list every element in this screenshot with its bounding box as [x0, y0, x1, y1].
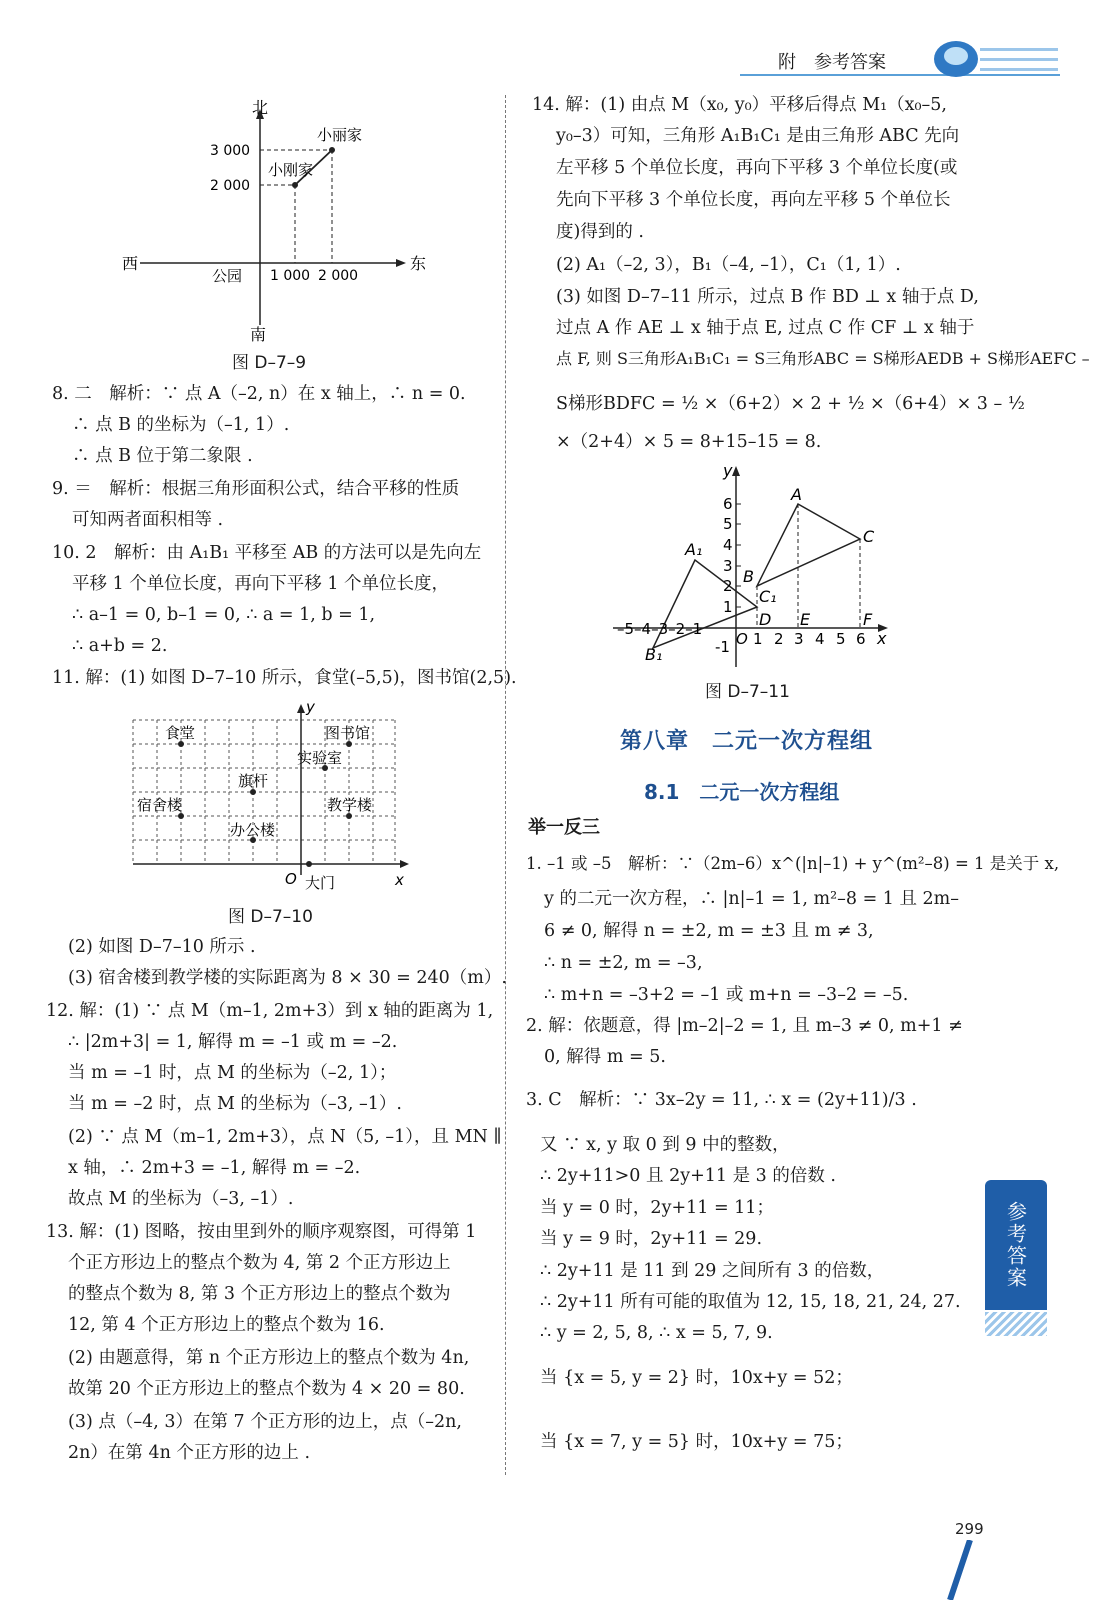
svg-text:–5–4–3–2–1: –5–4–3–2–1: [617, 620, 703, 638]
q13-line6: 故第 20 个正方形边上的整点个数为 4 × 20 = 80.: [68, 1379, 465, 1399]
page-number: 299: [955, 1520, 984, 1538]
svg-text:2: 2: [774, 630, 784, 648]
north-label: 北: [252, 98, 269, 117]
q12-line6: x 轴，∴ 2m+3 = –1, 解得 m = –2.: [68, 1158, 361, 1178]
q12-line3: 当 m = –1 时，点 M 的坐标为（–2, 1）；: [68, 1063, 397, 1083]
svg-text:3: 3: [794, 630, 804, 648]
r1-line2: y 的二元一次方程，∴ |n|–1 = 1, m²–8 = 1 且 2m–: [544, 889, 960, 909]
page-header-title: 附 参考答案: [778, 52, 886, 73]
svg-text:x: x: [395, 871, 404, 889]
svg-text:O: O: [285, 870, 297, 888]
side-tab-answers: 参考答案: [985, 1180, 1047, 1310]
svg-text:1: 1: [753, 630, 763, 648]
south-label: 南: [250, 325, 267, 344]
svg-text:4: 4: [723, 536, 733, 554]
gate-label: 大门: [305, 874, 336, 892]
figure-d-7-9-caption: 图 D–7–9: [232, 353, 307, 373]
svg-text:y: y: [306, 700, 315, 716]
svg-text:1: 1: [723, 598, 733, 616]
dorm-label: 宿舍楼: [137, 796, 183, 814]
svg-text:O: O: [736, 630, 748, 648]
q14-line6: (2) A₁（–2, 3），B₁（–4, –1），C₁（1, 1）.: [556, 255, 901, 275]
q13-line2: 个正方形边上的整点个数为 4, 第 2 个正方形边上: [68, 1253, 451, 1273]
xiaogang-label: 小刚家: [268, 161, 314, 179]
q13-line3: 的整点个数为 8, 第 3 个正方形边上的整点个数为: [68, 1284, 451, 1304]
canteen-label: 食堂: [165, 724, 196, 742]
q8-line2: ∴ 点 B 的坐标为（–1, 1）.: [72, 415, 290, 435]
q12-line2: ∴ |2m+3| = 1, 解得 m = –1 或 m = –2.: [68, 1032, 398, 1052]
east-label: 东: [410, 254, 427, 273]
r3-line8: ∴ y = 2, 5, 8, ∴ x = 5, 7, 9.: [540, 1323, 773, 1343]
page-corner-decoration: [940, 1540, 980, 1604]
q14-line5: 度)得到的 .: [556, 222, 644, 242]
teach-label: 教学楼: [327, 796, 373, 814]
svg-text:6: 6: [723, 495, 733, 513]
q12-line7: 故点 M 的坐标为（–3, –1）.: [68, 1189, 294, 1209]
q12-line1: 12. 解：(1) ∵ 点 M（m–1, 2m+3）到 x 轴的距离为 1,: [46, 1001, 494, 1021]
q10-line1: 10. 2 解析：由 A₁B₁ 平移至 AB 的方法可以是先向左: [52, 543, 482, 563]
r3-line3: ∴ 2y+11>0 且 2y+11 是 3 的倍数 .: [540, 1166, 836, 1186]
svg-text:A: A: [791, 485, 802, 504]
q14-line9: 点 F, 则 S三角形A₁B₁C₁ = S三角形ABC = S梯形AEDB + S梯形AEFC –: [556, 349, 1090, 368]
park-label: 公园: [212, 267, 243, 285]
q14-line10: S梯形BDFC = ½ ×（6+2）× 2 + ½ ×（6+4）× 3 – ½: [556, 394, 1025, 414]
q13-line7: (3) 点（–4, 3）在第 7 个正方形的边上，点（–2n,: [68, 1412, 462, 1432]
figure-d-7-11: [605, 462, 895, 672]
figure-d-7-10: [125, 700, 415, 895]
svg-text:C₁: C₁: [759, 587, 777, 606]
q14-line3: 左平移 5 个单位长度，再向下平移 3 个单位长度(或: [556, 158, 958, 178]
q14-line1: 14. 解：(1) 由点 M（x₀, y₀）平移后得点 M₁（x₀–5,: [532, 95, 947, 115]
xiaoli-label: 小丽家: [317, 126, 363, 144]
svg-text:B₁: B₁: [645, 645, 663, 664]
q11-line3: (3) 宿舍楼到教学楼的实际距离为 8 × 30 = 240（m）.: [68, 968, 507, 988]
svg-text:A₁: A₁: [685, 540, 703, 559]
svg-text:F: F: [863, 610, 873, 629]
r3-line4: 当 y = 0 时，2y+11 = 11；: [540, 1198, 774, 1218]
q8-line3: ∴ 点 B 位于第二象限 .: [72, 446, 253, 466]
svg-text:5: 5: [836, 630, 846, 648]
r3-line5: 当 y = 9 时，2y+11 = 29.: [540, 1229, 763, 1249]
q9-line1: 9. ＝ 解析：根据三角形面积公式，结合平移的性质: [52, 479, 460, 499]
svg-text:-1: -1: [715, 638, 730, 656]
q10-line3: ∴ a–1 = 0, b–1 = 0, ∴ a = 1, b = 1,: [72, 605, 376, 625]
svg-text:5: 5: [723, 515, 733, 533]
q10-line2: 平移 1 个单位长度，再向下平移 1 个单位长度，: [72, 574, 450, 594]
q13-line5: (2) 由题意得，第 n 个正方形边上的整点个数为 4n,: [68, 1348, 470, 1368]
svg-text:E: E: [800, 610, 811, 629]
svg-text:3: 3: [723, 557, 733, 575]
svg-text:4: 4: [815, 630, 825, 648]
svg-text:x: x: [877, 629, 887, 648]
q10-line4: ∴ a+b = 2.: [72, 636, 168, 656]
y2000-label: 2 000: [210, 178, 251, 194]
q12-line4: 当 m = –2 时，点 M 的坐标为（–3, –1）.: [68, 1094, 402, 1114]
section-title: 8.1 二元一次方程组: [644, 780, 840, 804]
svg-text:B: B: [743, 567, 754, 586]
r3-line1: 3. C 解析：∵ 3x–2y = 11, ∴ x = (2y+11)/3 .: [526, 1090, 917, 1110]
svg-text:6: 6: [856, 630, 866, 648]
x2000-label: 2 000: [318, 268, 359, 284]
column-divider: [505, 95, 506, 1475]
q14-line2: y₀–3）可知，三角形 A₁B₁C₁ 是由三角形 ABC 先向: [556, 126, 960, 146]
q14-line7: (3) 如图 D–7–11 所示，过点 B 作 BD ⊥ x 轴于点 D,: [556, 287, 979, 307]
r1-line1: 1. –1 或 –5 解析：∵（2m–6）x^(|n|–1) + y^(m²–8) = 1 是关于 x,: [526, 854, 1060, 873]
chapter-title: 第八章 二元一次方程组: [620, 729, 874, 754]
r3-line6: ∴ 2y+11 是 11 到 29 之间所有 3 的倍数，: [540, 1261, 885, 1281]
svg-text:y: y: [723, 462, 733, 480]
r3-line9: 当 {x = 5, y = 2} 时，10x+y = 52；: [540, 1368, 853, 1388]
r1-line3: 6 ≠ 0, 解得 n = ±2, m = ±3 且 m ≠ 3,: [544, 921, 874, 941]
figure-d-7-9: [110, 95, 440, 375]
q12-line5: (2) ∵ 点 M（m–1, 2m+3），点 N（5, –1），且 MN ∥: [68, 1127, 502, 1147]
q11-line1: 11. 解：(1) 如图 D–7–10 所示，食堂(–5,5)，图书馆(2,5).: [52, 668, 517, 688]
q14-line11: ×（2+4）× 5 = 8+15–15 = 8.: [556, 432, 822, 452]
svg-text:D: D: [759, 610, 772, 629]
flag-label: 旗杆: [238, 772, 269, 790]
r3-line2: 又 ∵ x, y 取 0 到 9 中的整数，: [540, 1135, 790, 1155]
svg-text:C: C: [863, 527, 875, 546]
q13-line4: 12, 第 4 个正方形边上的整点个数为 16.: [68, 1315, 385, 1335]
y3000-label: 3 000: [210, 143, 251, 159]
library-label: 图书馆: [325, 724, 371, 742]
subhead: 举一反三: [528, 817, 600, 838]
side-tab-stripes: [985, 1312, 1047, 1336]
r3-line7: ∴ 2y+11 所有可能的取值为 12, 15, 18, 21, 24, 27.: [540, 1292, 961, 1312]
west-label: 西: [122, 254, 139, 273]
r2-line2: 0, 解得 m = 5.: [544, 1047, 666, 1067]
q11-line2: (2) 如图 D–7–10 所示 .: [68, 937, 256, 957]
x1000-label: 1 000: [270, 268, 311, 284]
r2-line1: 2. 解：依题意，得 |m–2|–2 = 1, 且 m–3 ≠ 0, m+1 ≠: [526, 1016, 963, 1036]
q14-line4: 先向下平移 3 个单位长度，再向左平移 5 个单位长: [556, 190, 951, 210]
header-logo-icon: [918, 38, 1058, 84]
svg-text:2: 2: [723, 577, 733, 595]
q9-line2: 可知两者面积相等 .: [72, 510, 224, 530]
figure-d-7-10-caption: 图 D–7–10: [228, 907, 313, 927]
r1-line5: ∴ m+n = –3+2 = –1 或 m+n = –3–2 = –5.: [544, 985, 909, 1005]
figure-d-7-11-caption: 图 D–7–11: [705, 682, 790, 702]
r3-line10: 当 {x = 7, y = 5} 时，10x+y = 75；: [540, 1432, 853, 1452]
q8-line1: 8. 二 解析：∵ 点 A（–2, n）在 x 轴上，∴ n = 0.: [52, 384, 466, 404]
r1-line4: ∴ n = ±2, m = –3,: [544, 953, 703, 973]
q13-line8: 2n）在第 4n 个正方形的边上 .: [68, 1443, 311, 1463]
lab-label: 实验室: [297, 749, 343, 767]
office-label: 办公楼: [230, 821, 276, 839]
q14-line8: 过点 A 作 AE ⊥ x 轴于点 E, 过点 C 作 CF ⊥ x 轴于: [556, 318, 975, 338]
q13-line1: 13. 解：(1) 图略，按由里到外的顺序观察图，可得第 1: [46, 1222, 477, 1242]
